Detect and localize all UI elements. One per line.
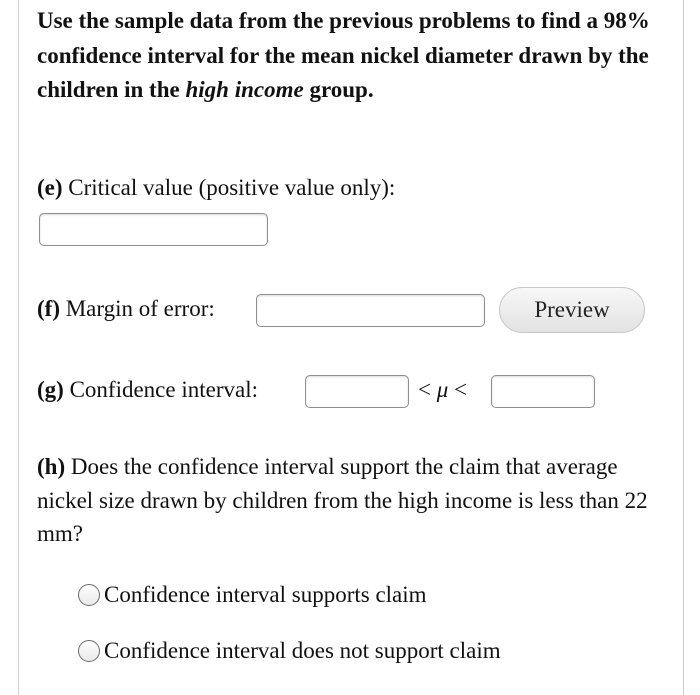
interval-lower-input[interactable]: [305, 375, 409, 408]
interval-upper-input[interactable]: [491, 375, 595, 408]
part-h-text: Does the confidence interval support the claim that average nickel size drawn by children from the high income is less than 22 mm?: [37, 454, 648, 546]
part-h-letter: (h): [37, 454, 66, 479]
part-f-label: [37, 293, 215, 325]
option-supports-claim[interactable]: [78, 582, 427, 608]
option-supports-label: Confidence interval supports claim: [104, 582, 427, 607]
critical-value-input[interactable]: [39, 213, 268, 246]
problem-text-part2: group.: [303, 77, 374, 102]
part-e-text: Critical value (positive value only):: [62, 175, 396, 200]
less-than-symbol-2: <: [454, 377, 468, 402]
radio-button-supports[interactable]: [78, 584, 100, 606]
mu-symbol: μ: [436, 377, 449, 402]
inequality-expression: [418, 374, 467, 406]
option-does-not-support-claim[interactable]: [78, 638, 501, 664]
preview-button[interactable]: Preview: [499, 287, 645, 333]
part-e-letter: (e): [37, 175, 63, 200]
problem-text-part1: Use the sample data from the previous problems to find a 98% confidence interval for the mean nickel diameter drawn by the children in the: [37, 8, 650, 102]
option-does-not-support-label: Confidence interval does not support claim: [104, 638, 501, 663]
part-h-question: [37, 450, 667, 551]
part-g-letter: (g): [37, 377, 64, 402]
less-than-symbol-1: <: [418, 377, 431, 402]
problem-text-emphasis: high income: [185, 77, 304, 102]
part-f-letter: (f): [37, 296, 60, 321]
margin-of-error-input[interactable]: [256, 294, 485, 327]
radio-button-does-not-support[interactable]: [78, 640, 100, 662]
part-g-text: Confidence interval:: [63, 377, 258, 402]
part-e-label: [37, 172, 395, 204]
problem-statement: [37, 4, 657, 108]
part-f-text: Margin of error:: [59, 296, 215, 321]
part-g-label: [37, 374, 258, 406]
